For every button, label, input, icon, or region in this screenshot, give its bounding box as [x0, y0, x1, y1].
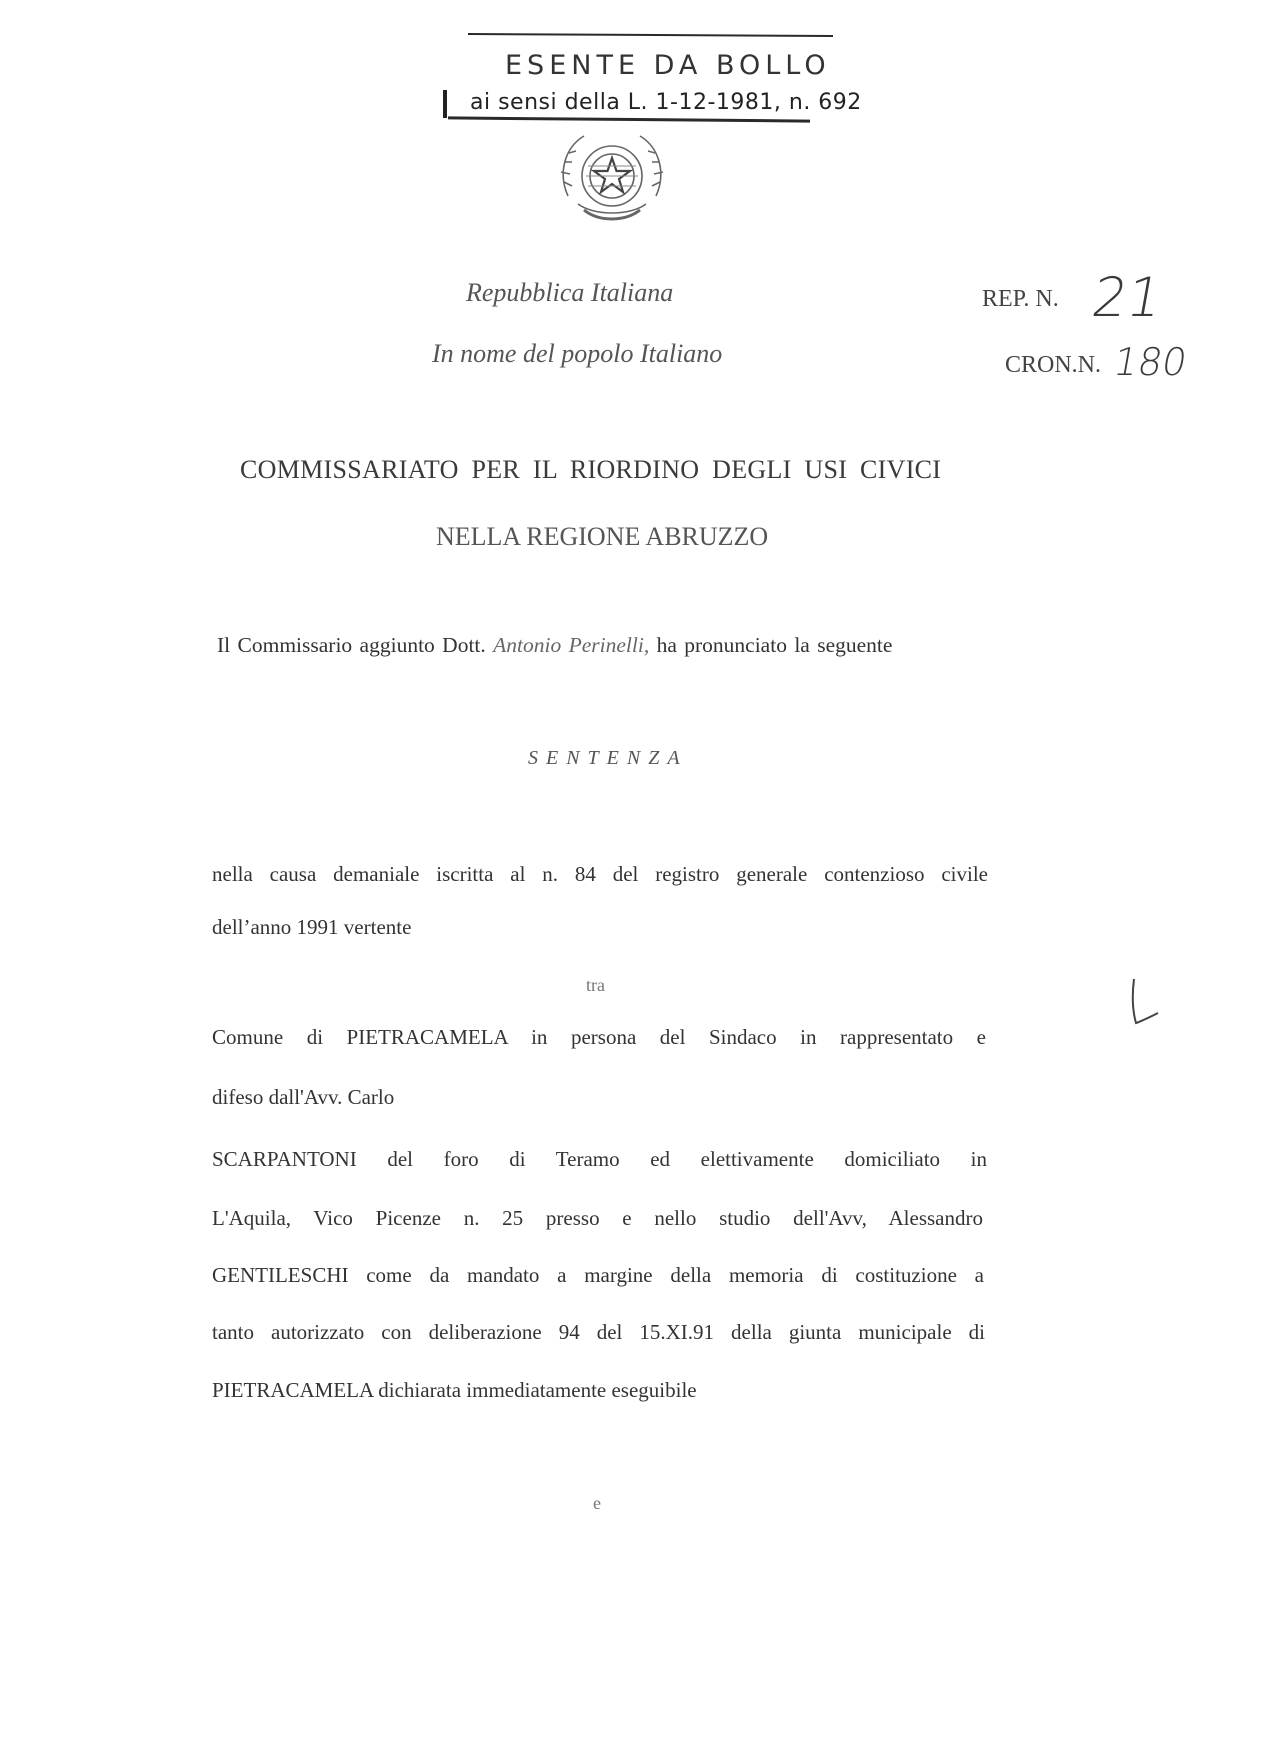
body-line: nella causa demaniale iscritta al n. 84 del registro generale contenzioso civile — [212, 862, 988, 886]
intro-sentence — [217, 633, 892, 658]
commissioner-name: Antonio Perinelli, — [493, 633, 650, 657]
body-line: difeso dall'Avv. Carlo — [212, 1085, 395, 1109]
body-line: L'Aquila, Vico Picenze n. 25 presso e nello studio dell'Avv, Alessandro — [212, 1206, 983, 1230]
body-line: tanto autorizzato con deliberazione 94 del 15.XI.91 della giunta municipale di — [212, 1320, 985, 1344]
stamp-law-text: ai sensi della L. 1-12-1981, n. 692 — [470, 90, 862, 115]
cron-number-label: CRON.N. — [1005, 352, 1102, 378]
body-line-between: tra — [586, 975, 605, 995]
stamp-border-top — [468, 33, 833, 37]
authority-region: NELLA REGIONE ABRUZZO — [436, 522, 769, 551]
rep-number-handwritten: 21 — [1087, 266, 1168, 329]
stamp-exempt-text: ESENTE DA BOLLO — [505, 50, 831, 81]
rep-number-label: REP. N. — [982, 286, 1059, 312]
body-line: PIETRACAMELA dichiarata immediatamente eseguibile — [212, 1378, 697, 1402]
body-line: GENTILESCHI come da mandato a margine della memoria di costituzione a — [212, 1263, 984, 1287]
stamp-border-bottom — [448, 116, 810, 122]
people-heading: In nome del popolo Italiano — [432, 339, 723, 368]
republic-heading: Repubblica Italiana — [466, 278, 674, 307]
intro-before: Il Commissario aggiunto Dott. — [217, 633, 486, 657]
intro-after: ha pronunciato la seguente — [656, 633, 893, 657]
body-line-and: e — [593, 1493, 601, 1513]
republic-emblem-icon — [554, 126, 670, 234]
sentence-heading: SENTENZA — [528, 747, 688, 769]
body-line: Comune di PIETRACAMELA in persona del Sindaco in rappresentato e — [212, 1025, 986, 1049]
cron-number-handwritten: 180 — [1110, 340, 1191, 384]
stamp-border-left — [443, 90, 447, 118]
body-line: dell’anno 1991 vertente — [212, 915, 412, 939]
body-line: SCARPANTONI del foro di Teramo ed elettivamente domiciliato in — [212, 1147, 987, 1171]
margin-handwritten-mark-icon — [1128, 975, 1168, 1035]
authority-title: COMMISSARIATO PER IL RIORDINO DEGLI USI CIVICI — [240, 455, 942, 484]
